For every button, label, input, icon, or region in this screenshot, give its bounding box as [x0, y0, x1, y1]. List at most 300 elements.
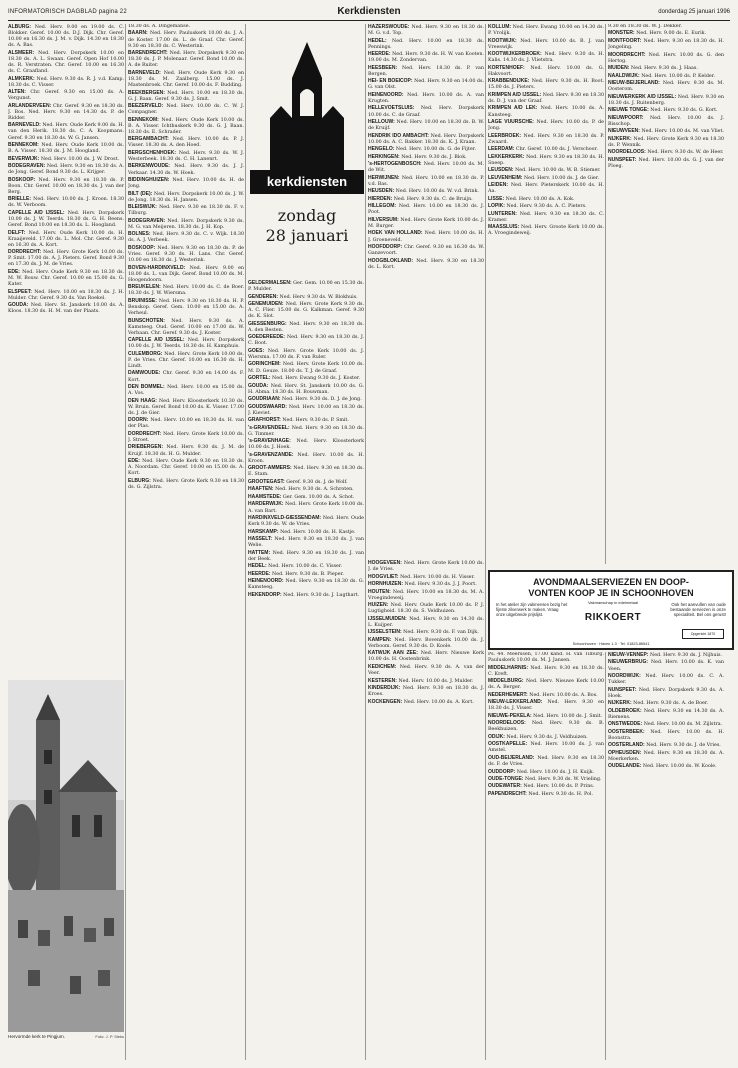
service-listing: [8, 302, 124, 315]
service-times: Ned. Herv. 9.30 ds. J. de Vries.: [646, 743, 721, 749]
service-listing: [608, 94, 724, 107]
service-times: Ned. Herv. 9.30 ds. C. de Bruijn.: [393, 196, 473, 202]
place-name: KESTEREN:: [368, 677, 397, 684]
service-times: Ned. Herv. Dorpskerk 9.30 ds. M. G. van Meijeren. 18.30 ds. J. H. Kop.: [128, 218, 244, 230]
service-listing: [128, 136, 244, 149]
place-name: BRUINISSE:: [128, 297, 157, 304]
service-listing: [128, 318, 244, 337]
place-name: BODEGRAVEN:: [128, 217, 166, 224]
service-times: Ned. Herv. Groote Kerk 10.00 ds. A. Vroegindeweij.: [488, 225, 604, 237]
service-times: Ned. Herv. Grote Kerk 10.00 ds. J. Wiersma. 17.00 ds. F. van Ruler.: [248, 348, 364, 360]
service-times: Ned. Herv. Ewang 9.30 ds. J. Koster.: [272, 376, 361, 382]
service-listing: [128, 177, 244, 190]
place-name: KOLLUM:: [488, 24, 512, 30]
service-times: Ned. Herv. Kloosterkerk 10.30 ds. W. Bruin. Geref. Bond 10.00 ds. K. Visser. 17.00 ds. J. de Gier.: [128, 398, 244, 416]
service-times: Ned. Herv. Oude Kerk 9.00 ds. H. van den Herik. 18.30 ds. C. A. Koopmans. Geref. 9.30 en 18.30 ds. W. G. Jansen.: [8, 123, 124, 141]
service-listing: [488, 92, 604, 105]
service-listing: [248, 348, 364, 361]
service-times: Ps. 44. Meerssen, 17.00 kand. H. van Tilburg. Pauluskerk 10.00 ds. M. J. Jansen.: [488, 652, 604, 664]
service-listing: [608, 107, 724, 114]
service-times: Ned. Herv. Dorpskerk 9.30 ds. A. Hoek.: [608, 687, 724, 699]
service-times: Ned. Herv. 9.30 en 14.30 ds. L. Kuijper.: [368, 616, 484, 628]
service-listing: [608, 73, 724, 80]
service-times: Ned. Herv. Grote Kerk 10.00 ds. J. de Vries.: [368, 561, 484, 573]
column-5: [488, 24, 604, 586]
service-times: Ned. Herv. 9.30 en 18.30 ds. M. G. v.d. Top.: [368, 25, 484, 37]
page-header: [8, 6, 730, 21]
service-listing: [248, 361, 364, 374]
service-times: Ned. Herv. 9.30 en 18.30 ds. G. Kamsteeg.: [248, 579, 364, 591]
service-listing: [608, 700, 724, 707]
service-listing: [488, 203, 604, 210]
place-name: HEDEL:: [368, 37, 387, 44]
place-name: HARDINXVELD-GIESSENDAM:: [248, 515, 322, 521]
service-listing: [488, 652, 604, 664]
place-name: BOSKOOP:: [8, 176, 36, 183]
place-name: ALTEN:: [8, 89, 26, 96]
service-listing: [488, 154, 604, 167]
service-times: Ned. Herv. 10.00 ds. J. Bisschop.: [608, 115, 724, 127]
service-listing: [8, 289, 124, 302]
service-times: Ned. Herv. 10.00 ds. H. J. Groeneveld.: [368, 231, 484, 243]
service-listing: [8, 196, 124, 209]
ad-address: Schoonhoven · Haven 1-3 · Tel. 01823-86541: [572, 642, 650, 646]
service-listing: [368, 650, 484, 663]
place-name: HAAFTEN:: [248, 486, 274, 493]
service-listing: [8, 122, 124, 141]
place-name: ODIJK:: [488, 733, 505, 740]
service-listing: [368, 65, 484, 78]
caption-text: Hervormde kerk te Pingjum.: [8, 1034, 65, 1039]
column-6-lower: [608, 652, 724, 1060]
service-times: Ned. Herv. 10.00 ds. A. Kort.: [403, 699, 474, 705]
service-times: Ned. Herv. 10.00 ds. B. J. van Vreeswijk.: [488, 38, 604, 50]
service-listing: [368, 699, 484, 706]
service-times: Ned. Herv. 10.00 ds. H. Kastje.: [280, 529, 356, 535]
service-listing: [608, 115, 724, 128]
service-times: Ned. Herv. 10.00 ds. A. Kansteeg.: [488, 106, 604, 118]
service-times: Ned. Herv. 10.00 ds. C. Visser.: [268, 564, 343, 570]
service-listing: [488, 678, 604, 691]
place-name: KOOTWIJK:: [488, 37, 517, 44]
service-times: Ned. Herv. 10.00 ds. G. den Hertog.: [608, 52, 724, 64]
place-name: HAAMSTEDE:: [248, 493, 282, 500]
service-listing: [368, 133, 484, 146]
service-listing: [248, 417, 364, 424]
service-listing: [488, 720, 604, 733]
ad-brand: RIKKOERT: [584, 612, 642, 623]
service-times: Ned. Herv. 10.00 ds. P. J. Visser. 18.30 ds. A. den Hoed.: [128, 137, 244, 149]
service-times: Ned. Herv. Oude Kerk 9.30 en 18.30 ds. A. Noordam. Chr. Geref. 10.00 en 15.00 ds. A. Kort.: [128, 459, 244, 477]
service-listing: [368, 230, 484, 243]
place-name: OUD-BEIJERLAND:: [488, 754, 535, 761]
section-title: Kerkdiensten: [337, 6, 401, 17]
service-times: Ned. Herv. 10.00 ds. J. de Gier.: [523, 175, 600, 181]
place-name: BENNEKOM:: [8, 142, 39, 149]
place-name: ARLANDERVEEN:: [8, 102, 52, 109]
service-listing: [8, 50, 124, 75]
place-name: 's-GRAVENZANDE:: [248, 451, 294, 458]
service-listing: [368, 51, 484, 64]
service-times: Ned. Herv. 9.30 ds. A. de Boer.: [633, 701, 709, 707]
photo-credit: Foto: J. P. Sieks: [95, 1034, 124, 1039]
service-times: Ned. Herv. 9.30 ds. D. J. de Jong.: [282, 397, 362, 403]
service-listing: [488, 211, 604, 224]
place-name: KOOTWIJKERBROEK:: [488, 51, 542, 58]
place-name: MOORDRECHT:: [608, 51, 646, 58]
service-listing: [608, 652, 724, 659]
service-listing: [488, 699, 604, 712]
service-times: Ned. Herv. Grote Kerk 9.30 ds. A. C. Flier. 15.00 ds. G. Kalkman. Geref. 9.30 ds. K. Slot.: [248, 302, 364, 320]
service-times: Ned. Herv. Oude Kerk 9.30 en 18.30 ds. M. W. Bouw. Chr. Geref. 10.00 en 15.00 ds. G. Kater.: [8, 269, 124, 288]
place-name: NIEUWERBRUG:: [608, 659, 648, 666]
service-times: Ned. Herv. 10.00 ds. W. B. Stiemer.: [515, 168, 601, 174]
column-divider: [605, 652, 606, 1060]
service-times: Ned. Herv. 9.30 en 18.30 ds. P. de Vries. Geref. 9.30 ds. H. Lans. Chr. Geref. 10.00 en 18.30 ds. J. Westerink.: [128, 245, 244, 264]
service-listing: [368, 196, 484, 203]
service-times: Ned. Herv. Oude Kerk 10.00 ds. P. J. Lugtigheid. 18.30 ds. S. Veldhuizen.: [368, 603, 484, 615]
ad-body-right: Ook het aanvullen van oude bestaande serviezen is onze specialiteit. Bel ons gerust!: [670, 602, 726, 617]
place-name: ELBURG:: [128, 477, 151, 484]
service-times: Ned. Herv. 9.30 ds. H. Kalis. 14.30 ds. J. Vlietstra.: [488, 52, 604, 64]
place-name: DRIEBERGEN:: [128, 444, 164, 451]
service-times: Ned. Herv. Dorpskerk 10.00 ds. C. de Graaf.: [368, 106, 484, 118]
place-name: HEESBEEN:: [368, 64, 398, 71]
column-6: [608, 24, 724, 586]
service-times: Ned. Herv. 9.30 ds. A. van der Veer.: [368, 664, 484, 677]
service-times: Ned. Herv. Pauluskerk 10.00 ds. J. A. de Koster. 17.00 ds. L. de Graaf. Chr. Geref. 9.30 en 18.30 ds. C. Westerink.: [128, 31, 244, 49]
service-listing: [248, 578, 364, 591]
place-name: BERGSCHENHOEK:: [128, 149, 177, 156]
service-times: Ned. Herv. 9.00 en 18.00 ds. L. van Dijk. Geref. Bond 10.00 ds. M. Hoogendoorn.: [128, 265, 244, 283]
service-times: Ned. Herv. 10.00 ds. J. Mulder.: [398, 678, 474, 684]
service-listing: [488, 791, 604, 798]
service-listing: [608, 687, 724, 700]
service-listing: [488, 692, 604, 699]
service-listing: [608, 24, 724, 30]
service-times: Ned. Herv. 10.00 ds. M. van Vliet.: [641, 129, 724, 135]
column-2: [128, 24, 244, 1060]
service-times: Ned. Herv. 10.00 en 18.30 ds. B. W. de Kruijf.: [368, 120, 484, 132]
service-listing: [128, 417, 244, 430]
service-listing: [488, 119, 604, 132]
place-name: HEERDE:: [248, 570, 271, 577]
service-listing: [488, 741, 604, 754]
service-times: Ned. Herv. 9.30 en 18.30 ds. J. van Welie.: [248, 537, 364, 549]
service-times: Ned. Herv. Pieterskerk 10.00 ds. H. Aa.: [488, 183, 604, 195]
service-listing: [8, 142, 124, 155]
place-name: GROOTEGAST:: [248, 478, 285, 485]
service-times: Ned. Herv. 9.30 en 18.30 ds. J. C. Boot.: [248, 335, 364, 347]
advertisement[interactable]: [488, 570, 734, 650]
place-name: LEERBROEK:: [488, 132, 522, 139]
service-listing: [608, 742, 724, 749]
place-name: BOLNES:: [128, 231, 151, 238]
service-times: Ned. Herv. 9.30 en 18.30 ds. H. P. Benskop. Geref. Gem. 10.00 en 15.00 ds. A. Verheul.: [128, 298, 244, 317]
service-listing: [368, 24, 484, 37]
service-listing: [488, 175, 604, 182]
place-name: HEUSDEN:: [368, 188, 395, 195]
service-listing: [248, 465, 364, 478]
place-name: HOOGBLOKLAND:: [368, 257, 413, 264]
service-times: Ned. Herv. Dorpskerk 10.00 ds. J. W. Teerds. 18.30 ds. G. H. Beens. Geref. Bond 10.00 en 18.30 ds. L. Hoogland.: [8, 210, 124, 229]
service-times: Ned. Herv. 10.00 en 18.30 ds. P. v.d. Bas.: [368, 175, 484, 187]
service-times: Ger. Gem. 10.00 ds. A. Schot.: [282, 494, 355, 500]
service-times: Ned. Herv. 9.30 ds. J. Veldhuizen.: [506, 734, 588, 740]
service-times: Ned. Herv. 9.30 en 18.30 ds. H. Sneep.: [488, 154, 604, 166]
service-listing: [248, 334, 364, 347]
place-name: NIJKERK:: [608, 700, 632, 707]
service-times: Ned. Herv. 9.30 en 18.30 ds. J. van der Beek.: [248, 550, 364, 562]
place-name: MIDDELBURG:: [488, 678, 524, 685]
place-name: KOCKENGEN:: [368, 698, 403, 705]
section-banner: kerkdiensten: [250, 170, 364, 194]
service-listing: [608, 673, 724, 686]
service-listing: [488, 65, 604, 78]
service-times: Ned. Herv. 10.00 ds. A. Kok.: [505, 196, 575, 202]
place-name: HELLOUW:: [368, 119, 395, 126]
service-times: Ned. Herv. Grote Kerk 10.00 ds. P. Smit. 17.00 ds. A. J. Pieters. Geref. Bond 9.30 en 17.30 ds. J. M. de Vries.: [8, 250, 124, 268]
place-name: OUDELANDE:: [608, 763, 642, 770]
ad-headline: AVONDMAALSERVIEZEN EN DOOP-: [533, 577, 689, 587]
service-listing: [368, 616, 484, 629]
place-name: HORNHUIZEN:: [368, 581, 403, 588]
service-times: Ned. Herv. Grote Kerk 10.00 ds. A. van Bart.: [248, 502, 364, 514]
service-times: Ger. Gem. 10.00 en 15.30 ds. P. Mulder.: [248, 281, 364, 293]
service-listing: [8, 89, 124, 102]
service-listing: [248, 550, 364, 563]
service-listing: [128, 90, 244, 103]
service-listing: [368, 175, 484, 188]
place-name: HOEK VAN HOLLAND:: [368, 230, 423, 237]
service-times: Ned. Herv. 10.00 ds. M. de Wit.: [368, 162, 484, 174]
place-name: BRIELLE:: [8, 196, 32, 203]
ad-badge: Opgericht 1870: [682, 629, 724, 639]
column-divider: [245, 24, 246, 1060]
service-times: Ned. Herv. 10.00 ds. M. Zijlstra.: [643, 722, 723, 728]
service-times: Ned. Herv. 9.30 ds. J. Nijhuis.: [650, 653, 722, 658]
place-name: ALSMEER:: [8, 49, 35, 56]
service-times: Ned. Herv. 10.00 ds. J. van Amstel.: [488, 742, 604, 754]
place-name: HIERDEN:: [368, 195, 393, 202]
place-name: EDE:: [128, 458, 140, 465]
service-listing: [128, 284, 244, 297]
place-name: BOSKOOP:: [128, 244, 156, 251]
place-name: DOORN:: [128, 417, 149, 424]
place-name: ALMKERK:: [8, 75, 35, 82]
column-3: [248, 280, 364, 1060]
service-times: Ned. Herv. 9.30 en 18.30 ds. P. Boon. Chr. Geref. 10.00 en 18.30 ds. J. van der Berg.: [8, 177, 124, 195]
service-times: Chr. Geref. 9.30 en 14.00 ds. F. Kort.: [128, 371, 244, 383]
service-listing: [128, 398, 244, 417]
service-times: Ned. Herv. Bovenkerk 10.00 ds. J. Verboom. Geref. 9.30 ds. D. Koole.: [368, 637, 484, 649]
place-name: KATWIJK AAN ZEE:: [368, 650, 418, 657]
place-name: BEEKBERGEN:: [128, 89, 165, 96]
place-name: KINDERDIJK:: [368, 684, 401, 691]
service-times: Ned. Herv. 9.30 ds. P. Smit.: [282, 418, 349, 424]
place-name: LEERDAM:: [488, 146, 515, 153]
place-name: HOOGVLIET:: [368, 573, 399, 580]
service-listing: [128, 351, 244, 370]
service-times: Ned. Herv. Grote Kerk 10.00 ds. J. Stroet.: [128, 431, 244, 443]
service-times: Ned. Herv. 10.00 ds. J. W. Drost.: [40, 156, 120, 162]
service-times: Ned. Herv. 10.00 ds. H. Visser.: [400, 574, 475, 580]
service-times: Ned. Herv. 9.30 ds. B. Beekhuizen.: [488, 721, 604, 733]
service-listing: [128, 370, 244, 383]
service-listing: [128, 265, 244, 284]
place-name: OOSTKAPELLE:: [488, 741, 528, 748]
place-name: NIEUW-VENNEP:: [608, 652, 649, 658]
service-listing: [608, 80, 724, 93]
service-times: Ned. Herv. 9.30 ds. W. Blokhuis.: [279, 294, 358, 300]
service-listing: [248, 486, 364, 493]
service-times: Ned. Herv. Grote Kerk 9.30 en 18.30 ds. P. Wennik.: [608, 136, 724, 148]
service-times: Ned. Herv. 9.30 en 18.30 ds. E. Stam.: [248, 466, 364, 478]
place-name: DELFT:: [8, 229, 26, 236]
place-name: MAASSLUIS:: [488, 224, 520, 231]
service-times: Ned. Herv. 9.30 en 18.30 ds. L. Kort.: [368, 258, 484, 270]
place-name: GIESSENBURG:: [248, 320, 287, 327]
place-name: OUDE-TONGE:: [488, 775, 524, 782]
place-name: GENDEREN:: [248, 293, 279, 300]
service-listing: [248, 501, 364, 514]
issue-date: donderdag 25 januari 1996: [658, 9, 730, 15]
service-listing: [128, 478, 244, 491]
place-name: PAPENDRECHT:: [488, 790, 527, 797]
service-listing: [368, 119, 484, 132]
service-times: Ned. Herv. 9.30 en 18.30 ds. G. Timmer.: [248, 425, 364, 437]
service-listing: [248, 536, 364, 549]
service-listing: [368, 105, 484, 118]
place-name: KEDICHEM:: [368, 663, 397, 670]
place-name: OUDDORP:: [488, 768, 516, 775]
place-name: LUNTEREN:: [488, 210, 517, 217]
service-times: Ned. Herv. 10.00 en 18.30 ds. Pennings.: [368, 38, 484, 50]
service-listing: [488, 755, 604, 768]
place-name: NIEUWE-PEKELA:: [488, 712, 532, 719]
service-listing: [488, 665, 604, 678]
place-name: HAZERSWOUDE:: [368, 24, 410, 30]
place-name: DEN HAAG:: [128, 397, 157, 404]
place-name: HENGELO:: [368, 146, 395, 153]
service-times: Ned. Herv. 10.00 ds. G. de Fijter.: [395, 147, 476, 153]
place-name: BENNEKOM:: [128, 116, 159, 123]
ad-headline-2: VONTEN KOOP JE IN SCHOONHOVEN: [528, 588, 694, 598]
service-listing: [368, 258, 484, 271]
place-name: IJSSELMUIDEN:: [368, 615, 407, 622]
service-times: Ned. Herv. 9.30 en 18.30 ds. C. Kramer.: [488, 211, 604, 223]
place-name: BARNEVELD:: [8, 122, 41, 129]
service-times: Ned. Herv. 10.00 en 18.30 ds. M. A. Vroegindeweij.: [368, 589, 484, 601]
place-name: DORDRECHT:: [128, 430, 162, 437]
column-divider: [605, 24, 606, 564]
place-name: NIEUWVEEN:: [608, 128, 640, 135]
place-name: BIDDINGHUIZEN:: [128, 177, 170, 184]
place-name: HENDRIK IDO AMBACHT:: [368, 132, 429, 139]
ad-strapline: Vakmanschap in edelmetaal: [588, 600, 638, 605]
service-times: Ned. Herv. Dorpskerk 10.00 en 18.30 ds. A. L. Swaan. Geref. Open Hof 10.00 ds. R. Verstraten. Chr. Geref. 10.00 en 16.30 ds. C. Graafland.: [8, 50, 124, 75]
service-listing: [128, 30, 244, 49]
service-times: Ned. Herv. 9.30 ds. A. C. Pieters.: [506, 204, 587, 210]
service-times: Chr. Geref. 9.30 en 16.30 ds. W. Ganzevoort.: [368, 245, 484, 257]
service-listing: [248, 425, 364, 438]
service-listing: [488, 78, 604, 91]
service-times: Ned. Herv. 10.00 en 18.30 ds. G. J. Baan. Geref. 9.30 ds. J. Smit.: [128, 90, 244, 102]
place-name: CAPELLE A/D IJSSEL:: [128, 337, 185, 344]
service-listing: [128, 50, 244, 69]
service-times: Ned. Herv. 10.00 ds. J. H. Kuijk.: [516, 769, 595, 775]
service-listing: [608, 721, 724, 728]
place-name: BARENDRECHT:: [128, 50, 168, 57]
service-listing: [608, 763, 724, 770]
service-times: Ned. Herv. 10.00 en 18.30 ds. J. H. Mulder. Chr. Geref. 9.30 ds. Van Roekel.: [8, 289, 124, 301]
service-times: Ned. Herv. 9.00 en 19.00 ds. C. Blokker. Geref. 10.00 ds. D.J. Dijk. Chr. Geref. 10.00 en 16.30 ds. J. M. v. Dijk. 14.30 en 18.30 ds. A. Bas.: [8, 25, 124, 49]
service-listing: [488, 51, 604, 64]
service-times: Ned. Herv. 9.30 en 14.30 ds. A. Riemens.: [608, 708, 724, 720]
service-times: Ned. Herv. Dorpskerk 10.00 ds. J. W. de Jong. 18.30 ds. H. Jansen.: [128, 191, 244, 203]
service-listing: [8, 177, 124, 196]
place-name: GORTEL:: [248, 375, 271, 382]
service-listing: [368, 574, 484, 581]
service-listing: [128, 218, 244, 231]
place-name: ELSPEET:: [8, 288, 32, 295]
service-times: Ned. Herv. 10.00 ds. H. Kroon.: [248, 452, 364, 464]
service-listing: [368, 154, 484, 161]
service-times: Ned. Herv. Dorpskerk 10.00 ds. A. C. Bakker. 18.30 ds. K. J. Kraan.: [368, 133, 484, 145]
place-name: LAGE VUURSCHE:: [488, 119, 534, 126]
column-5-lower: [488, 652, 604, 1060]
place-name: LEIDEN:: [488, 182, 508, 189]
service-times: Ned. Herv. 9.30 ds. A. Kamsteeg. Oud. Geref. 10.00 en 17.00 ds. W. Verbaan. Chr. Geref. 9.30 ds. J. Koster.: [128, 318, 244, 336]
service-listing: [608, 30, 724, 37]
place-name: HUIZEN:: [368, 602, 389, 609]
ad-body: In het atelier zijn vakmensen bezig het fijnste zilverwerk te maken. Vraag onze uitgebreide prijslijst.: [496, 602, 568, 617]
place-name: BARNEVELD:: [128, 69, 161, 76]
column-1: [8, 24, 124, 674]
place-name: GOUDA:: [248, 382, 269, 389]
service-listing: [128, 163, 244, 176]
place-name: MUIDEN:: [608, 65, 630, 72]
service-times: Ned. Herv. Grote Kerk 10.00 ds. M. D. Geuze. 18.00 ds. T. J. de Graaf.: [248, 362, 364, 374]
service-listing: [128, 384, 244, 397]
place-name: HILLEGOM:: [368, 203, 397, 210]
place-name: KRABBENDIJKE:: [488, 78, 530, 85]
service-times: Ned. Herv. St. Janskerk 10.00 ds. A. Kloos. 18.30 ds. H. M. van der Plaats.: [8, 303, 124, 315]
service-times: Ned. Herv. 9.30 en 18.30 ds. A. den Besten.: [248, 321, 364, 333]
service-listing: [488, 24, 604, 37]
place-name: HERWIJNEN:: [368, 174, 400, 181]
service-times: Chr. Geref. 9.30 en 15.00 ds. A. Vergunst.: [8, 90, 124, 102]
service-listing: [128, 103, 244, 116]
place-name: BREUKELEN:: [128, 284, 161, 291]
place-name: BERGAMBACHT:: [128, 136, 169, 143]
service-listing: [8, 210, 124, 229]
service-times: Ned. Herv. 9.30 ds. H. Pol.: [528, 791, 594, 797]
service-listing: [368, 637, 484, 650]
service-times: Ned. Herv. 10.00 ds. A. van Krugten.: [368, 92, 484, 104]
service-times: Ned. Herv. 10.00 ds. A. Bos.: [529, 692, 598, 698]
service-times: Ned. Herv. Oude Kerk 10.00 ds. B. A. Visser. 18.30 ds. J. M. Hoogland.: [8, 143, 124, 155]
place-name: CULEMBORG:: [128, 350, 163, 357]
service-listing: [128, 117, 244, 136]
service-listing: [488, 105, 604, 118]
service-times: Ned. Herv. Oude Kerk 10.00 ds. H. Kraaijeveld. 17.00 ds. L. Mol. Chr. Geref. 9.30 en 16.30 ds. A. Kort.: [8, 230, 124, 248]
place-name: LEKKERKERK:: [488, 153, 525, 160]
place-name: NIEUW-BEIJERLAND:: [608, 80, 660, 87]
service-listing: [368, 685, 484, 698]
service-times: Ned. Herv. 9.30 en 18.30 ds. A. Moerkerken.: [608, 750, 724, 762]
service-times: Ned. Herv. 9.30 ds. A. Schroten.: [275, 487, 354, 493]
